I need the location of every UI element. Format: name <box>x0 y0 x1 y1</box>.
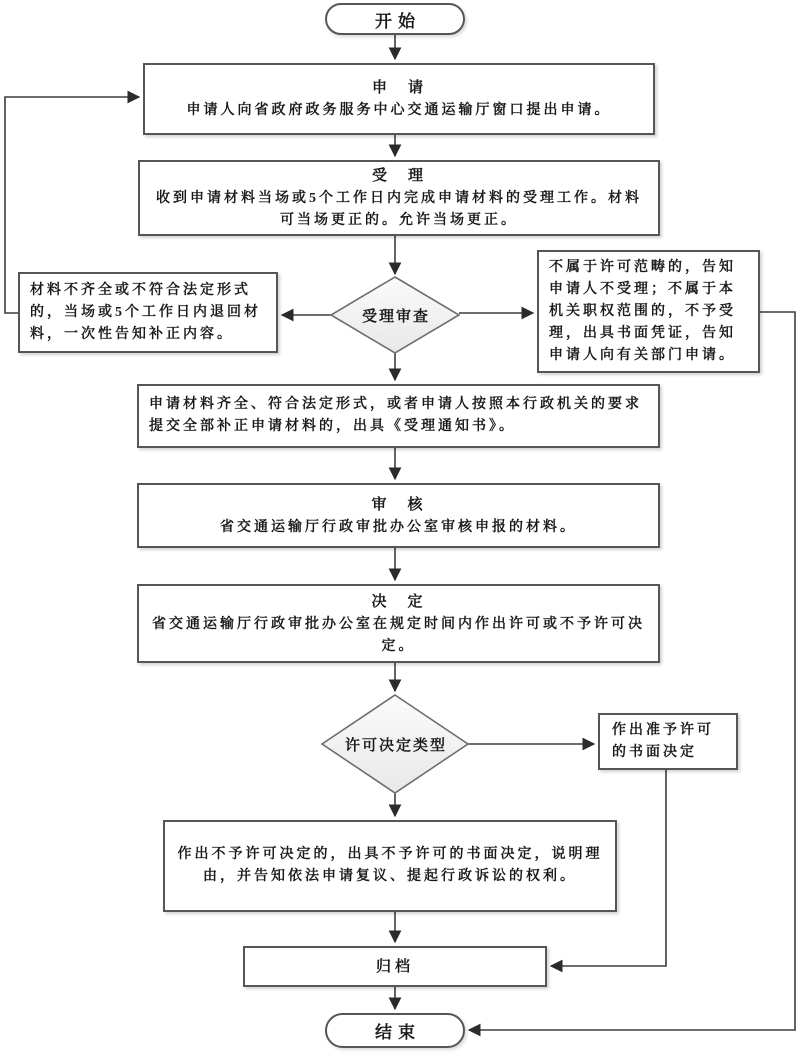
audit-step-box <box>137 483 660 548</box>
end-label: 结束 <box>375 1023 421 1042</box>
deny-decision-box <box>163 820 617 912</box>
start-label: 开始 <box>375 11 421 31</box>
archive-label: 归档 <box>375 958 414 975</box>
decision-type-label <box>322 729 468 759</box>
apply-body: 申请人向省政府政务服务中心交通运输厅窗口提出申请。 <box>186 103 612 118</box>
not-in-scope-body: 不属于许可范畴的，告知申请人不受理；不属于本机关职权范围的，不予受理，出具书面凭证，告知申请人向有关部门申请。 <box>549 259 736 363</box>
complete-materials-box <box>137 384 660 448</box>
decision-body: 省交通运输厅行政审批办公室在规定时间内作出许可或不予许可决定。 <box>152 616 645 654</box>
acceptance-review-text: 受理审查 <box>361 308 430 325</box>
decision-type-text: 许可决定类型 <box>344 737 447 754</box>
end-terminator <box>325 1013 465 1048</box>
incomplete-materials-box <box>18 272 278 353</box>
acceptance-review-label <box>331 300 459 330</box>
decision-step-box <box>137 584 660 663</box>
audit-title: 审 核 <box>371 496 426 513</box>
accept-step-box <box>138 160 660 236</box>
archive-box <box>243 946 547 987</box>
complete-materials-body: 申请材料齐全、符合法定形式，或者申请人按照本行政机关的要求提交全部补正申请材料的，出具《受理通知书》。 <box>149 397 642 434</box>
not-in-scope-box <box>537 250 760 373</box>
apply-step-box <box>143 63 655 135</box>
accept-body: 收到申请材料当场或5个工作日内完成申请材料的受理工作。材料可当场更正的。允许当场更正。 <box>156 191 642 228</box>
audit-body: 省交通运输厅行政审批办公室审核申报的材料。 <box>220 519 577 535</box>
apply-title: 申 请 <box>371 80 426 96</box>
deny-decision-body: 作出不予许可决定的，出具不予许可的书面决定，说明理由，并告知依法申请复议、提起行政诉讼的权利。 <box>177 847 603 884</box>
decision-title: 决 定 <box>371 593 426 610</box>
grant-decision-body: 作出准予许可的书面决定 <box>612 722 714 760</box>
start-terminator <box>325 3 465 35</box>
grant-decision-box <box>598 713 738 770</box>
incomplete-materials-body: 材料不齐全或不符合法定形式的，当场或5个工作日内退回材料，一次性告知补正内容。 <box>30 282 261 342</box>
accept-title: 受 理 <box>371 168 426 184</box>
